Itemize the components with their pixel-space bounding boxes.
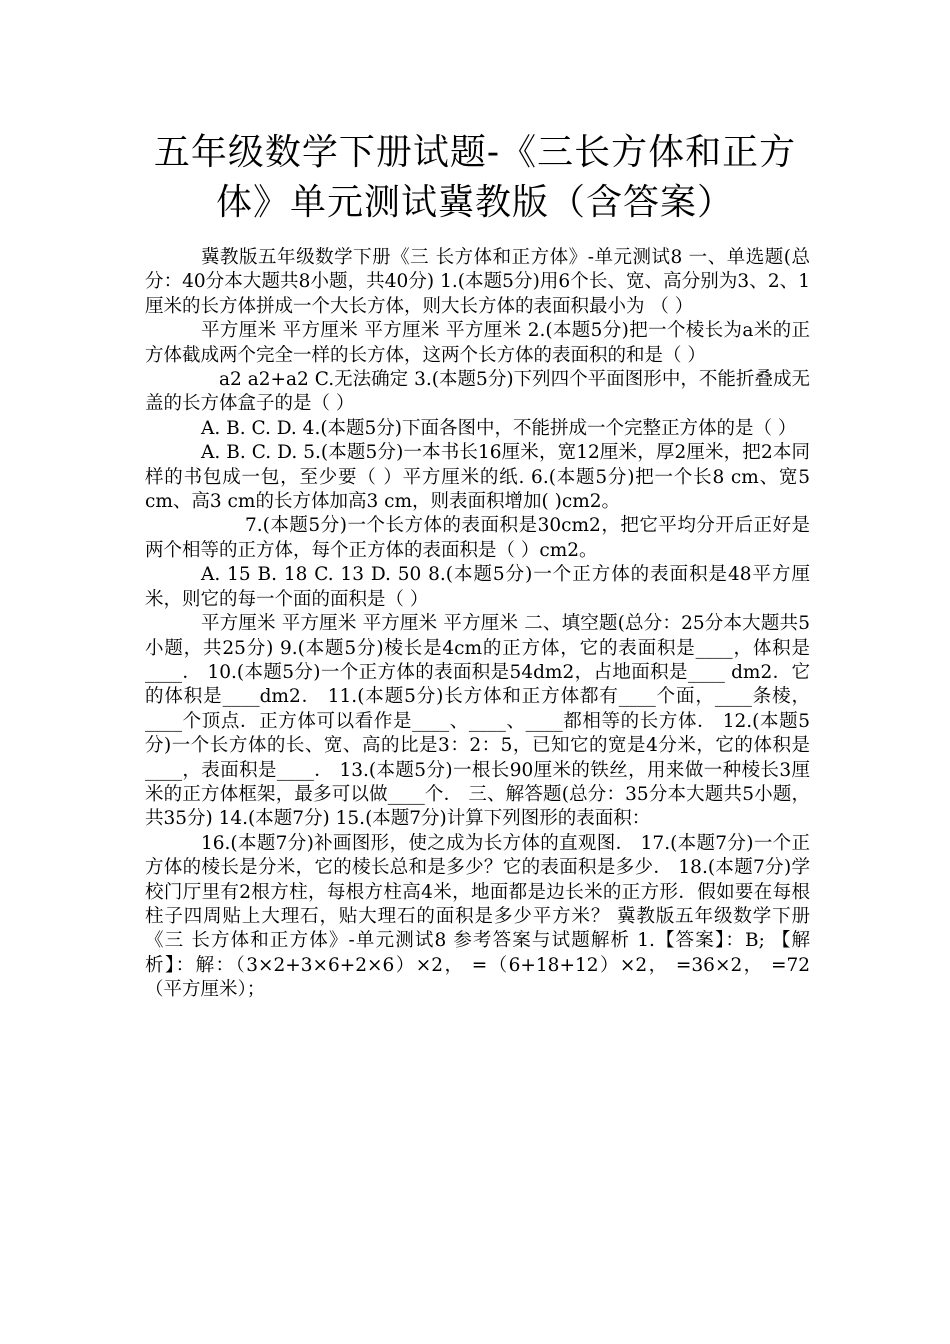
title-line-2: 体》单元测试冀教版（含答案） [215, 182, 734, 223]
paragraph-fill-in-section: 平方厘米 平方厘米 平方厘米 平方厘米 二、填空题(总分：25分本大题共5小题，共25分) 9.(本题5分)棱长是4cm的正方体，它的表面积是____，体积是____． 10.(本题5分)一个正方体的表面积是54dm2，占地面积是____ dm2．它的体积是____dm2． 11.(本题5分)长方体和正方体都有____个面，____条棱，____个顶点．正方体可以看作是____、____、____都相等的长方体． 12.(本题5分)一个长方体的长、宽、高的比是3：2：5，已知它的宽是4分米，它的体积是____，表面积是____． 13.(本题5分)一根长90厘米的铁丝，用来做一种棱长3厘米的正方体框架，最多可以做____个． 三、解答题(总分：35分本大题共5小题，共35分) 14.(本题7分) 15.(本题7分)计算下列图形的表面积： [145, 613, 810, 830]
paragraph-q1-options-q2: 平方厘米 平方厘米 平方厘米 平方厘米 2.(本题5分)把一个棱长为a米的正方体截成两个完全一样的长方体，这两个长方体的表面积的和是（ ） [145, 320, 810, 366]
paragraph-q7-options-q8: A. 15 B. 18 C. 13 D. 50 8.(本题5分)一个正方体的表面积是48平方厘米，则它的每一个面的面积是（ ） [145, 564, 810, 610]
document-body [145, 246, 810, 1003]
document-title [120, 128, 830, 228]
paragraph-q7: 7.(本题5分)一个长方体的表面积是30cm2，把它平均分开后正好是两个相等的正方体，每个正方体的表面积是（ ）cm2。 [145, 515, 810, 561]
paragraph-q4-options-q5-q6: A. B. C. D. 5.(本题5分)一本书长16厘米，宽12厘米，厚2厘米，把2本同样的书包成一包，至少要（ ）平方厘米的纸. 6.(本题5分)把一个长8 cm、宽5 cm、高3 cm的长方体加高3 cm，则表面积增加( )cm2。 [145, 442, 810, 513]
title-line-1: 五年级数学下册试题-《三长方体和正方 [153, 132, 797, 173]
paragraph-answers-section: 16.(本题7分)补画图形，使之成为长方体的直观图． 17.(本题7分)一个正方体的棱长是分米，它的棱长总和是多少？它的表面积是多少． 18.(本题7分)学校门厅里有2根方柱，每根方柱高4米，地面都是边长米的正方形．假如要在每根柱子四周贴上大理石，贴大理石的面积是多少平方米？ 冀教版五年级数学下册《三 长方体和正方体》-单元测试8 参考答案与试题解析 1.【答案】：B; 【解析】：解：（3×2+3×6+2×6）×2， =（6+18+12）×2， =36×2， =72（平方厘米）； [145, 832, 810, 1001]
paragraph-q3-options-q4: A. B. C. D. 4.(本题5分)下面各图中，不能拼成一个完整正方体的是（ ） [201, 417, 797, 439]
paragraph-q2-options-q3: a2 a2+a2 C.无法确定 3.(本题5分)下列四个平面图形中，不能折叠成无盖的长方体盒子的是（ ） [145, 369, 810, 415]
paragraph-intro-q1: 冀教版五年级数学下册《三 长方体和正方体》-单元测试8 一、单选题(总分：40分本大题共8小题，共40分) 1.(本题5分)用6个长、宽、高分别为3、2、1厘米的长方体拼成一个大长方体，则大长方体的表面积最小为 （ ） [145, 247, 810, 317]
